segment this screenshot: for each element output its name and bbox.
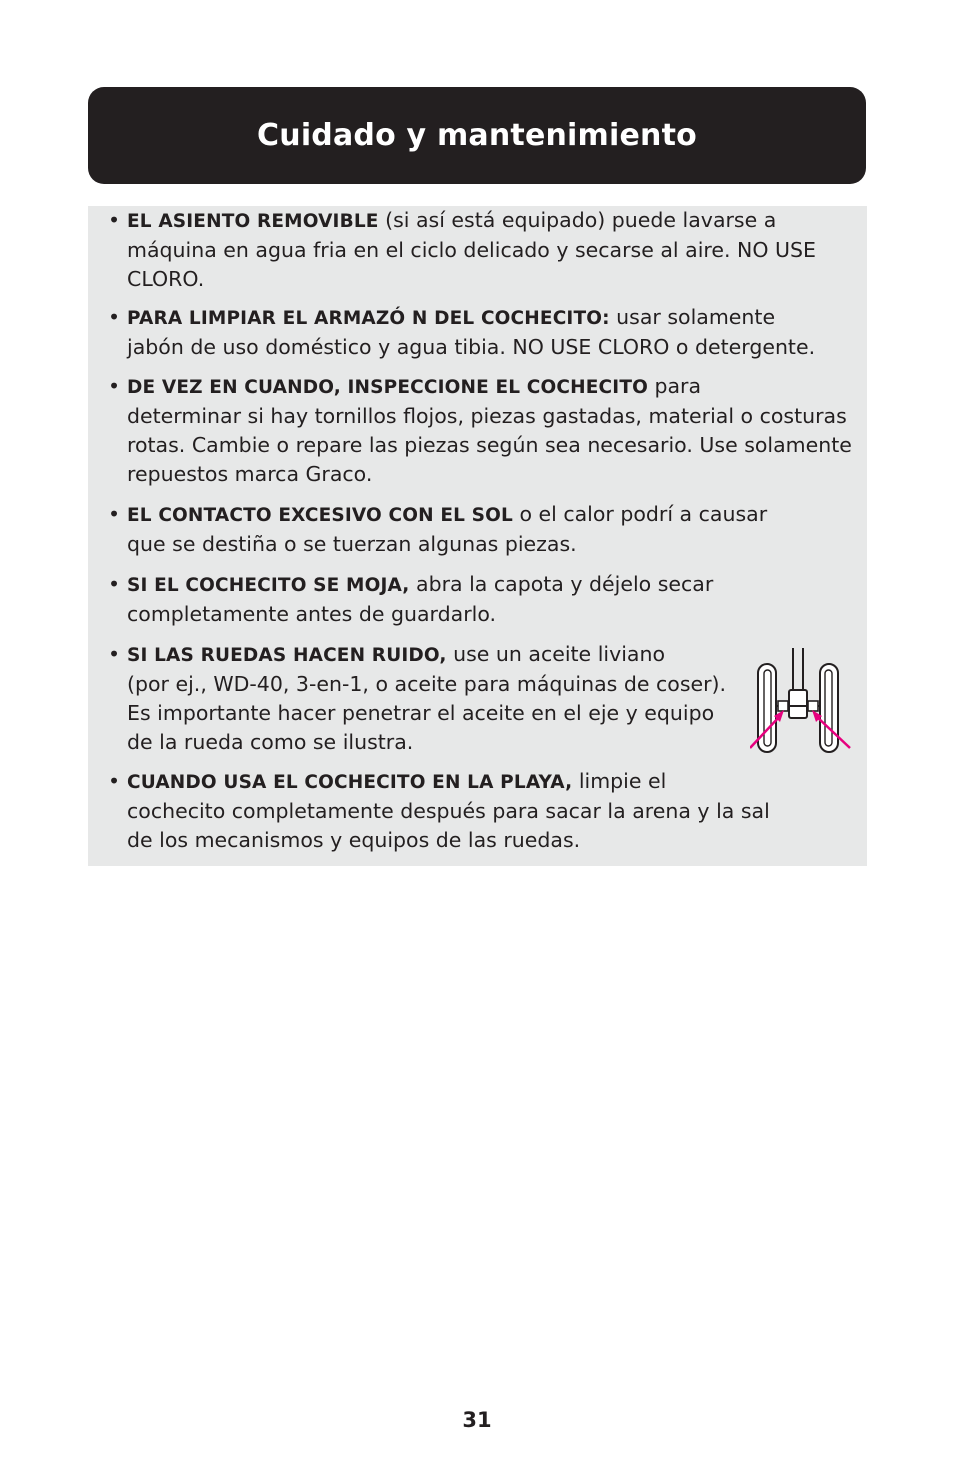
instruction-frame-cleaning — [108, 303, 815, 362]
bullet-icon: • — [108, 208, 121, 232]
instruction-text: (si así está equipado) puede lavarse a — [378, 208, 777, 232]
instruction-text: máquina en agua fria en el ciclo delicado y secarse al aire. NO USE — [127, 238, 816, 262]
instruction-text: (por ej., WD-40, 3-en-1, o aceite para máquinas de coser). — [127, 672, 727, 696]
instruction-heading: DE VEZ EN CUANDO, INSPECCIONE EL COCHECITO — [127, 377, 648, 398]
instruction-text: que se destiña o se tuerzan algunas piezas. — [127, 532, 577, 556]
instruction-text: completamente antes de guardarlo. — [127, 602, 497, 626]
instruction-text: CLORO. — [127, 267, 205, 291]
instruction-text: use un aceite liviano — [446, 642, 666, 666]
bullet-icon: • — [108, 572, 121, 596]
instruction-text: o el calor podrí a causar — [512, 502, 768, 526]
bullet-icon: • — [108, 305, 121, 329]
bullet-icon: • — [108, 769, 121, 793]
instruction-text: determinar si hay tornillos flojos, piezas gastadas, material o costuras — [127, 404, 847, 428]
instruction-sun-exposure — [108, 500, 767, 559]
section-header — [88, 87, 866, 184]
page-number: 31 — [462, 1408, 492, 1432]
bullet-icon: • — [108, 374, 121, 398]
instruction-heading: SI EL COCHECITO SE MOJA, — [127, 575, 410, 596]
instruction-text: abra la capota y déjelo secar — [409, 572, 714, 596]
instruction-inspection — [108, 372, 852, 489]
instruction-text: limpie el — [572, 769, 667, 793]
instruction-heading: EL ASIENTO REMOVIBLE — [127, 211, 379, 232]
page-title: Cuidado y mantenimiento — [257, 118, 697, 153]
instruction-heading: PARA LIMPIAR EL ARMAZÓ N DEL COCHECITO: — [127, 308, 610, 329]
instruction-removable-seat — [108, 206, 816, 294]
care-instructions-panel — [88, 206, 867, 866]
instruction-text: de los mecanismos y equipos de las ruedas. — [127, 828, 581, 852]
instruction-beach-use — [108, 767, 770, 855]
instruction-wet-stroller — [108, 570, 713, 629]
stroller-wheel-lubrication-icon — [750, 644, 854, 754]
instruction-text: rotas. Cambie o repare las piezas según sea necesario. Use solamente — [127, 433, 852, 457]
instruction-heading: CUANDO USA EL COCHECITO EN LA PLAYA, — [127, 772, 573, 793]
instruction-text: cochecito completamente después para sacar la arena y la sal — [127, 799, 770, 823]
instruction-heading: EL CONTACTO EXCESIVO CON EL SOL — [127, 505, 513, 526]
instruction-text: Es importante hacer penetrar el aceite en el eje y equipo — [127, 701, 715, 725]
instruction-text: para — [647, 374, 702, 398]
bullet-icon: • — [108, 642, 121, 666]
instruction-text: de la rueda como se ilustra. — [127, 730, 414, 754]
instruction-text: usar solamente — [609, 305, 776, 329]
instruction-text: repuestos marca Graco. — [127, 462, 373, 486]
bullet-icon: • — [108, 502, 121, 526]
instruction-noisy-wheels — [108, 640, 726, 757]
instruction-heading: SI LAS RUEDAS HACEN RUIDO, — [127, 645, 447, 666]
instruction-text: jabón de uso doméstico y agua tibia. NO USE CLORO o detergente. — [127, 335, 816, 359]
